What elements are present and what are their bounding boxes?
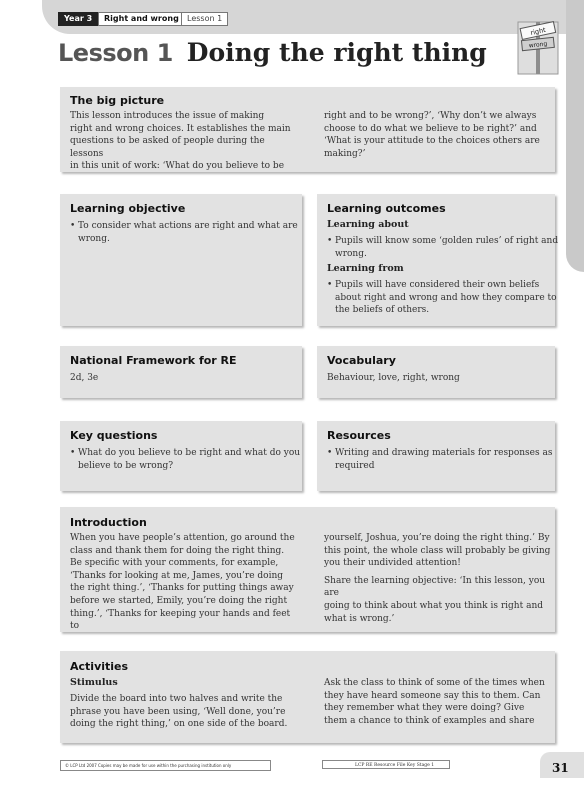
lesson-number: Lesson 1 — [58, 39, 173, 67]
introduction-box — [60, 507, 555, 632]
breadcrumb-year: Year 3 — [58, 12, 98, 26]
activities-text-col1: Divide the board into two halves and write the phrase you have been using, ‘Well done, you’re doing the right thing,’ on one side of the board. — [70, 694, 288, 730]
key-questions-heading: Key questions — [70, 429, 158, 442]
sign-label-wrong: wrong — [528, 40, 548, 50]
activities-stimulus-label: Stimulus — [70, 677, 118, 688]
vocabulary-box — [317, 346, 555, 398]
introduction-heading: Introduction — [70, 516, 147, 529]
learning-outcomes-box — [317, 194, 559, 326]
learning-outcomes-heading: Learning outcomes — [327, 202, 446, 215]
side-tab — [566, 0, 584, 272]
resources-box — [317, 421, 555, 491]
learning-about-label: Learning about — [327, 219, 409, 230]
publication-footer: LCP RE Resource File Key Stage 1 — [322, 760, 450, 769]
key-questions-bullet: • What do you believe to be right and what do you believe to be wrong? — [70, 447, 303, 472]
big-picture-text-col1: This lesson introduces the issue of making right and wrong choices. It establishes the main questions to be asked of people during the lessons in this unit of work: ‘What do you believe to be — [70, 111, 291, 172]
page-title — [58, 38, 487, 67]
copyright-footer: © LCP Ltd 2007 Copies may be made for use within the purchasing institution only — [60, 760, 271, 771]
breadcrumb-lesson: Lesson 1 — [181, 12, 228, 26]
national-framework-heading: National Framework for RE — [70, 354, 237, 367]
vocabulary-text: Behaviour, love, right, wrong — [327, 373, 460, 383]
introduction-text-col1: When you have people’s attention, go around the class and thank them for doing the right thing. Be specific with your comments, for example, ‘Thanks for looking at me, James, you’re doing the right thing.’, ‘Thanks for putting things away before we started, Emily, you’re doing the right thing.’, ‘Thanks for keeping your hands and feet to — [70, 533, 295, 632]
big-picture-heading: The big picture — [70, 94, 165, 107]
breadcrumb-topic: Right and wrong — [98, 12, 185, 26]
national-framework-text: 2d, 3e — [70, 373, 99, 383]
big-picture-text-col2: right and to be wrong?’, ‘Why don’t we always choose to do what we believe to be right?’ and ‘What is your attitude to the choices others are making?’ — [324, 111, 540, 159]
activities-text-col2: Ask the class to think of some of the times when they have heard someone say this to them. Can they remember what they were doing? Give them a chance to think of examples and share — [324, 678, 545, 726]
learning-from-label: Learning from — [327, 263, 404, 274]
resources-heading: Resources — [327, 429, 391, 442]
national-framework-box — [60, 346, 302, 398]
activities-box — [60, 651, 555, 743]
resources-bullet: • Writing and drawing materials for responses as required — [327, 447, 560, 472]
activities-heading: Activities — [70, 660, 129, 673]
learning-about-bullet: • Pupils will know some ‘golden rules’ of right and wrong. — [327, 235, 560, 260]
learning-objective-box — [60, 194, 302, 326]
introduction-text-col2: yourself, Joshua, you’re doing the right thing.’ By this point, the whole class will probably be giving you their undivided attention! Share the learning objective: ‘In this lesson, you are going to think about what you think is right and what is wrong.’ — [324, 533, 551, 624]
signpost-icon — [517, 18, 559, 76]
key-questions-box — [60, 421, 302, 491]
lesson-title: Doing the right thing — [186, 38, 487, 67]
learning-from-bullet: • Pupils will have considered their own beliefs about right and wrong and how they compare to the beliefs of others. — [327, 279, 560, 317]
big-picture-box — [60, 87, 555, 172]
learning-objective-heading: Learning objective — [70, 202, 186, 215]
learning-objective-bullet: • To consider what actions are right and what are wrong. — [70, 220, 303, 245]
vocabulary-heading: Vocabulary — [327, 354, 396, 367]
sign-label-right: right — [529, 25, 547, 37]
page-number: 31 — [552, 761, 569, 775]
